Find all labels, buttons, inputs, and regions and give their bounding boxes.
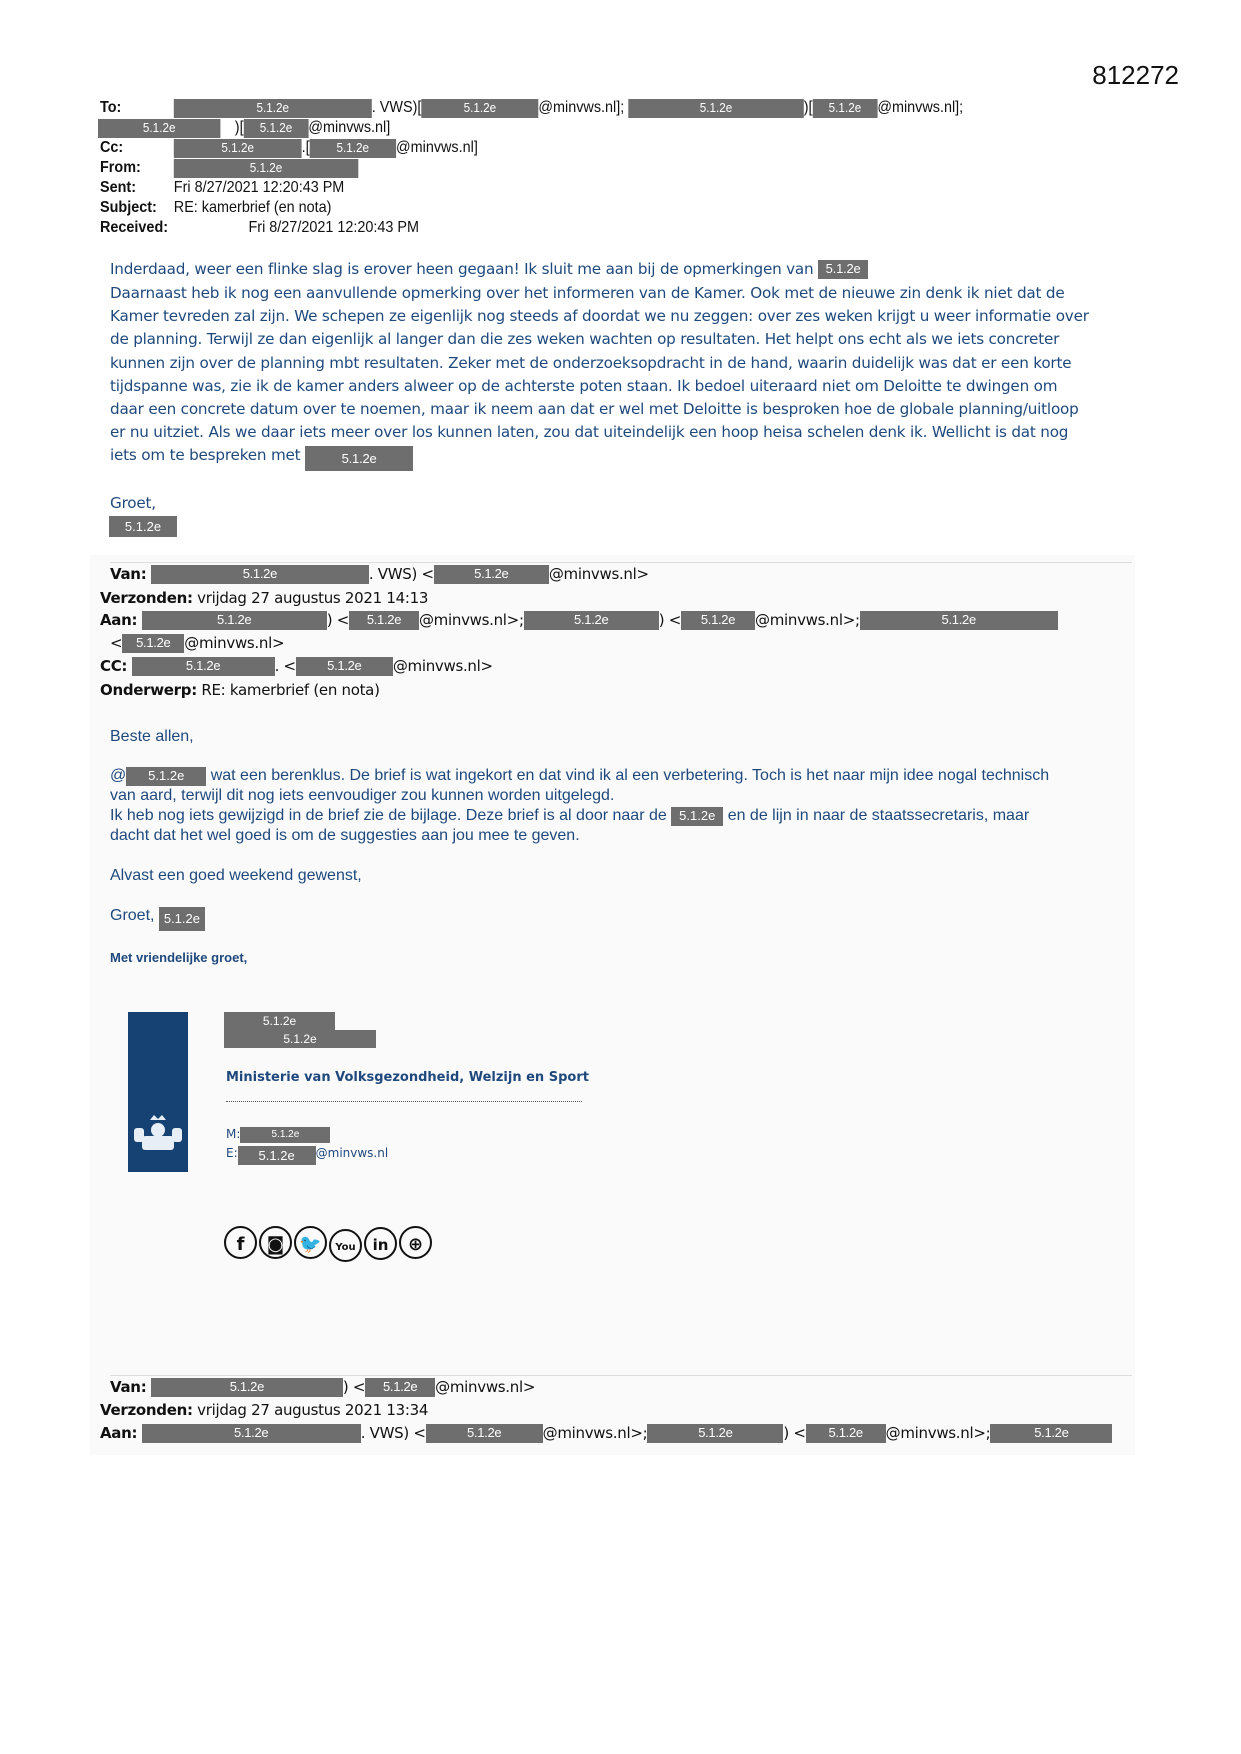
- van-label: Van:: [110, 565, 147, 583]
- m-label: M:: [226, 1127, 241, 1141]
- instagram-icon[interactable]: ◙: [259, 1226, 292, 1259]
- verzonden-label: Verzonden:: [100, 1401, 193, 1419]
- document-number: 812272: [1092, 60, 1179, 90]
- redaction: 5.1.2e: [365, 1378, 435, 1397]
- facebook-icon[interactable]: f: [224, 1226, 257, 1259]
- ministry-name: Ministerie van Volksgezondheid, Welzijn en Sport: [226, 1070, 589, 1085]
- verzonden-value: vrijdag 27 augustus 2021 13:34: [197, 1401, 429, 1419]
- text: . VWS) <: [368, 565, 434, 583]
- redaction: 5.1.2e: [224, 1030, 376, 1048]
- from-line: [100, 159, 358, 178]
- redaction: 5.1.2e: [174, 159, 359, 178]
- text: Inderdaad, weer een flinke slag is erover heen gegaan! Ik sluit me aan bij de opmerkingen van: [110, 260, 814, 278]
- text: . VWS) <: [360, 1424, 426, 1442]
- received-line: [100, 219, 419, 237]
- message-line: dacht dat het wel goed is om de suggesties aan jou mee te geven.: [110, 827, 580, 844]
- redaction: 5.1.2e: [990, 1424, 1112, 1443]
- message-line: [110, 260, 868, 279]
- email-text: @minvws.nl>;: [542, 1424, 648, 1442]
- redaction: 5.1.2e: [421, 99, 538, 118]
- text: ) <: [783, 1424, 806, 1442]
- redaction: 5.1.2e: [244, 119, 309, 138]
- to-line-2: [98, 119, 390, 138]
- dotted-divider: [226, 1101, 582, 1102]
- message-line: er nu uitziet. Als we daar iets meer over los kunnen laten, zou dat uiteindelijk een hoop heisa schelen denk ik. Wellicht is dat nog: [110, 423, 1069, 441]
- subject-label: Subject:: [100, 199, 157, 216]
- email-text: @minvws.nl];: [538, 99, 625, 116]
- text: )[: [803, 99, 813, 116]
- redaction: 5.1.2e: [813, 99, 878, 118]
- rijksoverheid-logo: [128, 1012, 188, 1172]
- verzonden-value: vrijdag 27 augustus 2021 14:13: [197, 589, 429, 607]
- text: ) <: [658, 611, 681, 629]
- redaction: 5.1.2e: [151, 1378, 343, 1397]
- email-text: @minvws.nl>: [184, 634, 285, 652]
- text: .[: [301, 139, 310, 156]
- weekend-wish: Alvast een goed weekend gewenst,: [110, 867, 362, 884]
- text: )[: [234, 119, 244, 136]
- aan-label: Aan:: [100, 611, 138, 629]
- youtube-icon[interactable]: You: [329, 1229, 362, 1262]
- onderwerp-label: Onderwerp:: [100, 681, 197, 699]
- text: ) <: [326, 611, 349, 629]
- twitter-icon[interactable]: 🐦: [294, 1226, 327, 1259]
- email-text: @minvws.nl>;: [885, 1424, 991, 1442]
- redaction: 5.1.2e: [681, 611, 755, 630]
- aan-label: Aan:: [100, 1424, 138, 1442]
- email-text: @minvws.nl>: [392, 657, 493, 675]
- salutation: Beste allen,: [110, 728, 194, 745]
- text: ) <: [342, 1378, 366, 1396]
- email-text: @minvws.nl>;: [755, 611, 860, 629]
- message-line: de planning. Terwijl ze dan eigenlijk al langer dan die zes weken wachten op resultaten. Het helpt ons echt als we iets concreter: [110, 330, 1060, 348]
- linkedin-icon[interactable]: in: [364, 1227, 397, 1260]
- greeting: Groet,: [110, 494, 156, 512]
- globe-icon[interactable]: ⊕: [399, 1226, 432, 1259]
- text: . <: [274, 657, 296, 675]
- redaction: 5.1.2e: [426, 1424, 543, 1443]
- redaction: 5.1.2e: [122, 634, 184, 653]
- verzonden-line: [100, 589, 428, 607]
- text: @: [110, 767, 127, 784]
- subject-line: [100, 199, 331, 217]
- redaction: 5.1.2e: [647, 1424, 783, 1443]
- redaction: 5.1.2e: [860, 611, 1058, 630]
- divider: [110, 1375, 1132, 1376]
- redaction: 5.1.2e: [434, 565, 549, 584]
- cc-line: [100, 139, 478, 158]
- message-line: [110, 446, 413, 471]
- text: iets om te bespreken met: [110, 446, 301, 464]
- email-text: @minvws.nl]: [308, 119, 391, 136]
- redaction: 5.1.2e: [224, 1012, 335, 1030]
- email-domain: @minvws.nl: [315, 1146, 389, 1160]
- text: Ik heb nog iets gewijzigd in de brief zie de bijlage. Deze brief is al door naar de: [110, 807, 667, 824]
- redaction: 5.1.2e: [806, 1424, 886, 1443]
- to-label: To:: [100, 99, 122, 116]
- email-text: @minvws.nl>;: [418, 611, 524, 629]
- text: wat een berenklus. De brief is wat ingekort en dat vind ik al een verbetering. Toch is het naar mijn idee nogal technisch: [210, 767, 1050, 784]
- onderwerp-value: RE: kamerbrief (en nota): [201, 681, 380, 699]
- message-line: [110, 767, 1049, 786]
- text: en de lijn in naar de staatssecretaris, maar: [727, 807, 1030, 824]
- signer-title-redaction: [224, 1030, 376, 1048]
- sent-line: [100, 179, 344, 197]
- sent-label: Sent:: [100, 179, 136, 196]
- redaction: 5.1.2e: [628, 99, 804, 118]
- redaction: 5.1.2e: [240, 1127, 330, 1143]
- redaction: 5.1.2e: [142, 1424, 361, 1443]
- redaction: 5.1.2e: [349, 611, 419, 630]
- e-label: E:: [226, 1146, 238, 1160]
- redaction: 5.1.2e: [98, 119, 220, 138]
- cc-label: Cc:: [100, 139, 124, 156]
- redaction: 5.1.2e: [296, 657, 393, 676]
- redaction: 5.1.2e: [126, 767, 206, 786]
- received-label: Received:: [100, 219, 169, 236]
- signer-redaction: [109, 516, 177, 537]
- aan-line-2: [110, 634, 284, 653]
- divider: [110, 562, 1132, 563]
- cc-label: CC:: [100, 657, 128, 675]
- aan-line: [100, 611, 1058, 630]
- social-icons: [224, 1226, 434, 1262]
- aan-line: [100, 1424, 1112, 1443]
- message-line: daar een concrete datum over te noemen, maar ik neem aan dat er wel met Deloitte is besproken hoe de globale planning/uitloop: [110, 400, 1079, 418]
- message-line: [110, 807, 1029, 826]
- coat-of-arms-icon: [128, 1012, 188, 1172]
- redaction: 5.1.2e: [238, 1146, 316, 1165]
- redaction: 5.1.2e: [159, 907, 205, 931]
- email-text: @minvws.nl>: [435, 1378, 536, 1396]
- redaction: 5.1.2e: [142, 611, 327, 630]
- to-line: [100, 99, 963, 118]
- sent-value: Fri 8/27/2021 12:20:43 PM: [173, 179, 345, 196]
- greeting: [110, 907, 205, 931]
- redaction: 5.1.2e: [132, 657, 275, 676]
- text: Groet,: [110, 907, 155, 924]
- email-text: @minvws.nl>: [548, 565, 649, 583]
- redaction: 5.1.2e: [109, 516, 177, 537]
- redaction: 5.1.2e: [818, 260, 868, 279]
- van-label: Van:: [110, 1378, 147, 1396]
- redaction: 5.1.2e: [174, 99, 372, 118]
- from-label: From:: [100, 159, 141, 176]
- mobile-line: [226, 1127, 330, 1143]
- email-line: [226, 1146, 388, 1165]
- onderwerp-line: [100, 681, 380, 699]
- message-line: kunnen zijn over de planning mbt resultaten. Zeker met de onderzoeksopdracht in de hand, waarin duidelijk was dat er een korte: [110, 354, 1072, 372]
- text: <: [110, 634, 123, 652]
- cc-line: [100, 657, 493, 676]
- message-line: Kamer tevreden zal zijn. We schepen ze eigenlijk nog steeds af doordat we nu zeggen: over zes weken krijgt u weer informatie over: [110, 307, 1089, 325]
- email-text: @minvws.nl]: [396, 139, 478, 156]
- redaction: 5.1.2e: [310, 139, 396, 158]
- verzonden-line: [100, 1401, 428, 1419]
- email-text: @minvws.nl];: [877, 99, 964, 116]
- redaction: 5.1.2e: [151, 565, 369, 584]
- verzonden-label: Verzonden:: [100, 589, 193, 607]
- van-line: [110, 565, 649, 584]
- received-value: Fri 8/27/2021 12:20:43 PM: [248, 219, 420, 236]
- message-line: tijdspanne was, zie ik de kamer anders alweer op de achterste poten staan. Ik bedoel uiteraard niet om Deloitte te dwingen om: [110, 377, 1058, 395]
- redaction: 5.1.2e: [305, 446, 413, 471]
- text: . VWS)[: [371, 99, 422, 116]
- closing: Met vriendelijke groet,: [110, 950, 248, 965]
- redaction: 5.1.2e: [524, 611, 659, 630]
- signer-name-redaction: [224, 1012, 335, 1030]
- subject-value: RE: kamerbrief (en nota): [173, 199, 332, 216]
- message-line: Daarnaast heb ik nog een aanvullende opmerking over het informeren van de Kamer. Ook met de nieuwe zin denk ik niet dat de: [110, 284, 1065, 302]
- message-line: van aard, terwijl dit nog iets eenvoudiger zou kunnen worden uitgelegd.: [110, 787, 615, 804]
- redaction: 5.1.2e: [671, 807, 723, 826]
- van-line: [110, 1378, 535, 1397]
- redaction: 5.1.2e: [174, 139, 302, 158]
